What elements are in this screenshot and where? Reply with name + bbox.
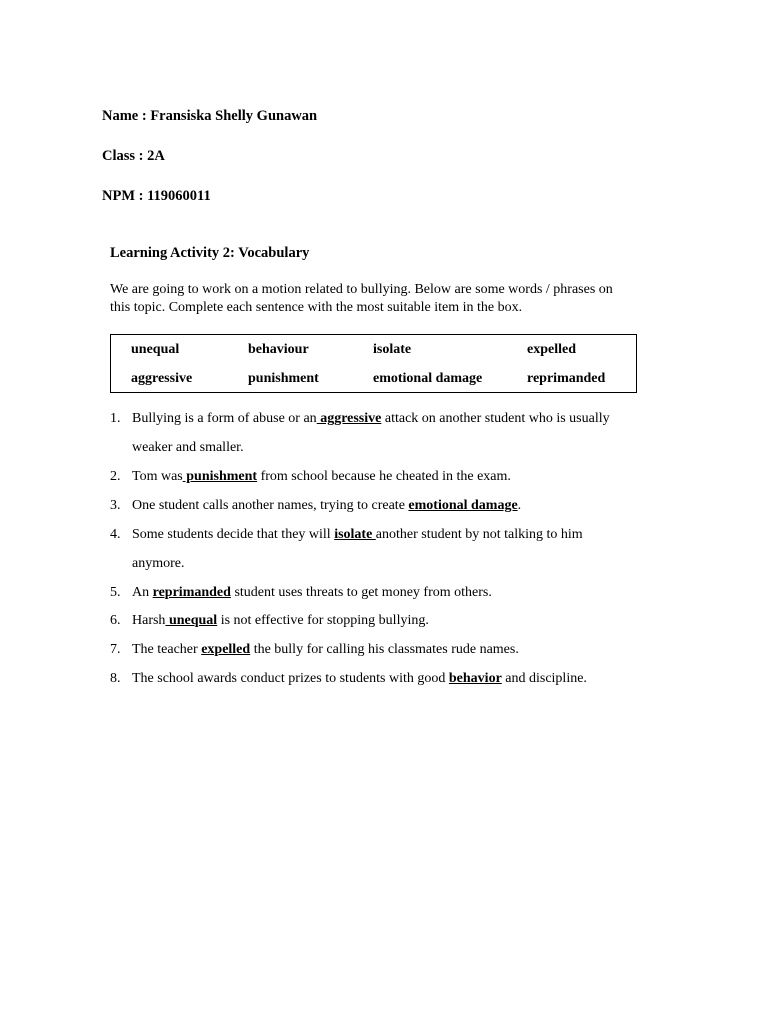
activity-title: Learning Activity 2: Vocabulary bbox=[110, 245, 310, 261]
question-text bbox=[132, 411, 610, 427]
word-box-item: behaviour bbox=[248, 342, 309, 357]
answer: behavior bbox=[448, 671, 502, 686]
question-text-before: Bullying is a form of abuse or an bbox=[132, 411, 317, 426]
student-npm: NPM : 119060011 bbox=[102, 188, 211, 204]
word-box-item: punishment bbox=[248, 371, 319, 386]
answer: unequal bbox=[165, 613, 218, 628]
question-number: 5. bbox=[110, 585, 121, 600]
word-box bbox=[110, 334, 637, 393]
question-number: 7. bbox=[110, 642, 121, 657]
question-text-before: Harsh bbox=[132, 613, 166, 628]
activity-instructions bbox=[110, 281, 670, 317]
answer: reprimanded bbox=[152, 585, 231, 600]
question-number: 4. bbox=[110, 527, 121, 542]
word-box-item: isolate bbox=[373, 342, 412, 357]
question-text-after: attack on another student who is usually bbox=[381, 411, 610, 426]
question-text bbox=[132, 469, 511, 485]
instructions-line-2: this topic. Complete each sentence with the most suitable item in the box. bbox=[110, 300, 523, 315]
question-text-before: An bbox=[132, 585, 153, 600]
question-text bbox=[132, 498, 521, 514]
question-text-before: The school awards conduct prizes to students with good bbox=[132, 671, 449, 686]
question-text-after: . bbox=[517, 498, 522, 513]
question-number: 6. bbox=[110, 613, 121, 628]
instructions-line-1: We are going to work on a motion related to bullying. Below are some words / phrases on bbox=[110, 282, 613, 297]
word-box-item: unequal bbox=[131, 342, 180, 357]
question-text-before: The teacher bbox=[132, 642, 202, 657]
question-text-after: another student by not talking to him bbox=[375, 527, 583, 542]
question-number: 8. bbox=[110, 671, 121, 686]
word-box-item: emotional damage bbox=[373, 371, 483, 386]
question-text-before: Some students decide that they will bbox=[132, 527, 335, 542]
question-text bbox=[132, 642, 519, 658]
question-text-before: Tom was bbox=[132, 469, 183, 484]
word-box-item: reprimanded bbox=[527, 371, 606, 386]
question-text-after: from school because he cheated in the exam. bbox=[257, 469, 511, 484]
question-text-after: is not effective for stopping bullying. bbox=[217, 613, 429, 628]
question-text-after: the bully for calling his classmates rude names. bbox=[250, 642, 519, 657]
question-text bbox=[132, 527, 583, 543]
question-text-continuation: anymore. bbox=[132, 556, 185, 571]
question-number: 3. bbox=[110, 498, 121, 513]
question-text-before: One student calls another names, trying to create bbox=[132, 498, 409, 513]
student-class: Class : 2A bbox=[102, 148, 165, 164]
student-name: Name : Fransiska Shelly Gunawan bbox=[102, 108, 318, 124]
question-text bbox=[132, 613, 429, 629]
question-text bbox=[132, 671, 587, 687]
question-text-continuation: weaker and smaller. bbox=[132, 440, 244, 455]
question-number: 2. bbox=[110, 469, 121, 484]
question-text-after: student uses threats to get money from others. bbox=[230, 585, 492, 600]
word-box-item: aggressive bbox=[131, 371, 193, 386]
question-text-after: and discipline. bbox=[501, 671, 587, 686]
answer: emotional damage bbox=[408, 498, 518, 513]
question-text bbox=[132, 585, 492, 601]
question-number: 1. bbox=[110, 411, 121, 426]
answer: aggressive bbox=[316, 411, 382, 426]
answer: expelled bbox=[201, 642, 251, 657]
answer: isolate bbox=[334, 527, 376, 542]
answer: punishment bbox=[182, 469, 258, 484]
word-box-item: expelled bbox=[527, 342, 576, 357]
